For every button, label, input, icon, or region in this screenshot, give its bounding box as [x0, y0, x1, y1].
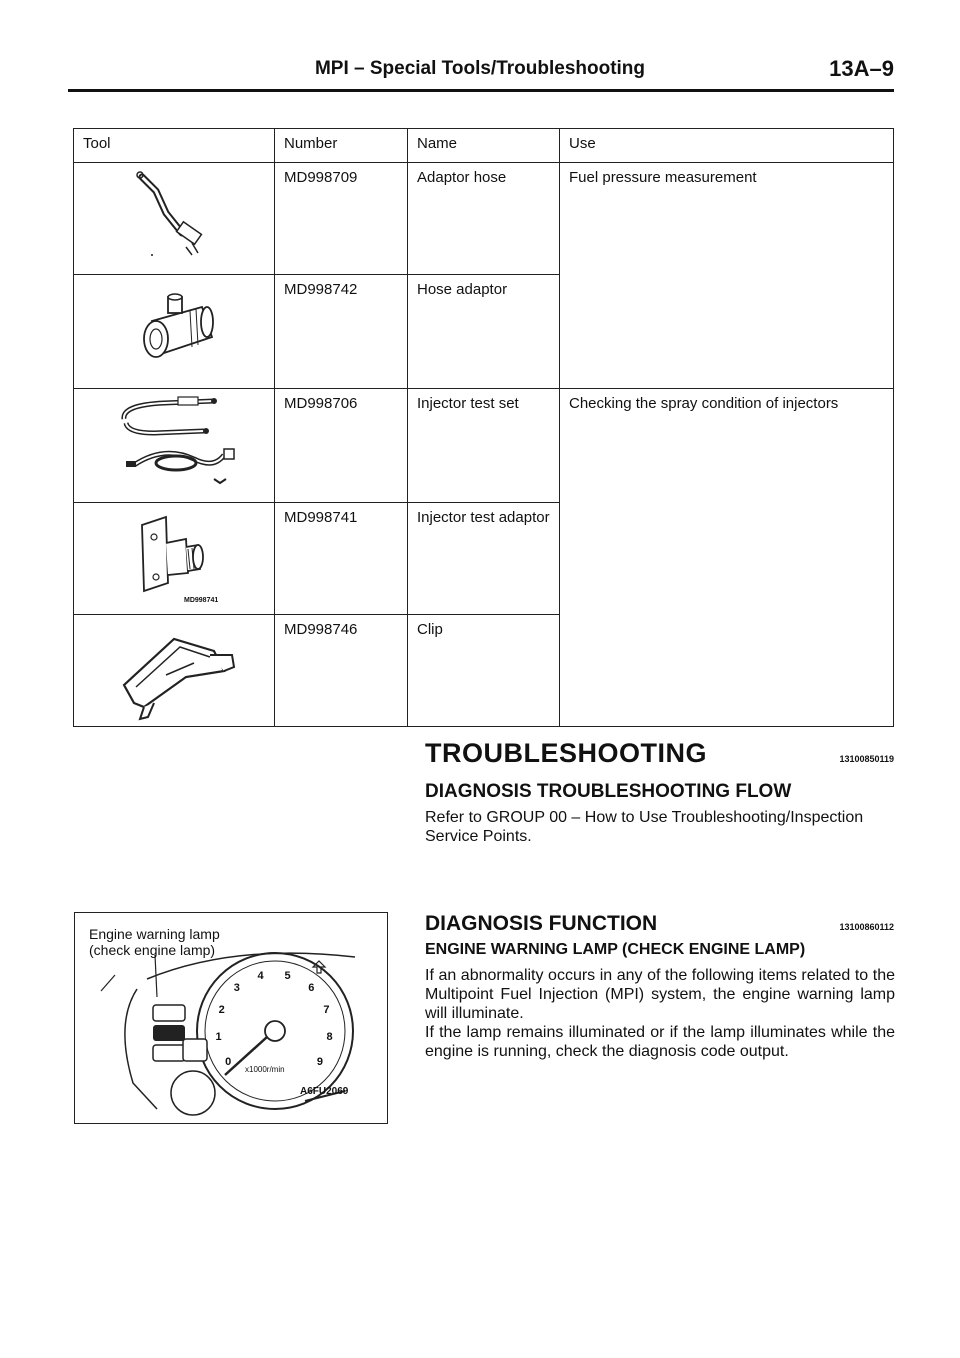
tool-number: MD998706 [275, 389, 408, 503]
engine-warning-lamp-figure [74, 912, 388, 1124]
hose-adaptor-icon [74, 275, 274, 387]
tool-name: Injector test adaptor [408, 503, 560, 615]
table-row [74, 163, 894, 275]
injector-test-set-icon [74, 389, 274, 501]
gauge-tick-label: 1 [215, 1031, 222, 1044]
figure-code: A6FU2069 [300, 1086, 349, 1097]
tool-image-label: MD998741 [184, 597, 219, 604]
tool-name: Clip [408, 615, 560, 727]
gauge-tick-label: 6 [308, 982, 315, 995]
tool-use: Fuel pressure measurement [560, 163, 894, 389]
gauge-tick-label: 4 [257, 969, 264, 982]
tool-image-cell [74, 503, 275, 615]
gauge-tick-label: 7 [323, 1004, 330, 1017]
troubleshooting-code: 13100850119 [839, 754, 894, 764]
tool-image-cell [74, 275, 275, 389]
figure-label-line-1: Engine warning lamp [89, 926, 220, 942]
gauge-tick-label: 9 [316, 1056, 323, 1069]
warning-lamp-subheading: ENGINE WARNING LAMP (CHECK ENGINE LAMP) [425, 941, 806, 958]
troubleshooting-heading: TROUBLESHOOTING [425, 738, 707, 768]
gauge-tick-label: 5 [284, 969, 291, 982]
diagnosis-function-heading: DIAGNOSIS FUNCTION [425, 912, 658, 935]
tool-number: MD998742 [275, 275, 408, 389]
tool-image-cell [74, 163, 275, 275]
gauge-tick-label: 8 [326, 1031, 333, 1044]
tool-image-cell [74, 389, 275, 503]
column-header-tool: Tool [74, 129, 275, 163]
page-header-title: MPI – Special Tools/Troubleshooting [314, 58, 646, 79]
tool-number: MD998709 [275, 163, 408, 275]
gauge-unit: x1000r/min [245, 1065, 285, 1074]
column-header-number: Number [275, 129, 408, 163]
flow-heading: DIAGNOSIS TROUBLESHOOTING FLOW [425, 781, 792, 802]
diagnosis-code: 13100860112 [839, 922, 894, 932]
header-rule [68, 89, 894, 92]
diagnosis-paragraph-1: If an abnormality occurs in any of the following items related to the Multipoint Fuel Injection (MPI) system, the engine warning lamp will illuminate. [425, 967, 895, 1022]
clip-icon [74, 615, 274, 725]
gauge-tick-label: 3 [233, 982, 240, 995]
adaptor-hose-icon [74, 163, 274, 273]
tool-number: MD998746 [275, 615, 408, 727]
tool-use: Checking the spray condition of injectors [560, 389, 894, 727]
flow-text: Refer to GROUP 00 – How to Use Troubleshooting/Inspection Service Points. [425, 809, 864, 845]
figure-label-line-2: (check engine lamp) [89, 942, 216, 958]
tool-image-cell [74, 615, 275, 727]
table-header-row [74, 129, 894, 163]
special-tools-table [73, 128, 894, 727]
tool-name: Injector test set [408, 389, 560, 503]
diagnosis-paragraph-2: If the lamp remains illuminated or if the lamp illuminates while the engine is running, check the diagnosis code output. [425, 1024, 895, 1060]
injector-test-adaptor-icon [74, 503, 274, 613]
gauge-tick-label: 2 [218, 1004, 225, 1017]
tool-name: Adaptor hose [408, 163, 560, 275]
gauge-tick-label: 0 [225, 1056, 232, 1069]
column-header-use: Use [560, 129, 894, 163]
tool-number: MD998741 [275, 503, 408, 615]
column-header-name: Name [408, 129, 560, 163]
page-number: 13A–9 [829, 56, 894, 81]
table-row [74, 389, 894, 503]
tool-name: Hose adaptor [408, 275, 560, 389]
